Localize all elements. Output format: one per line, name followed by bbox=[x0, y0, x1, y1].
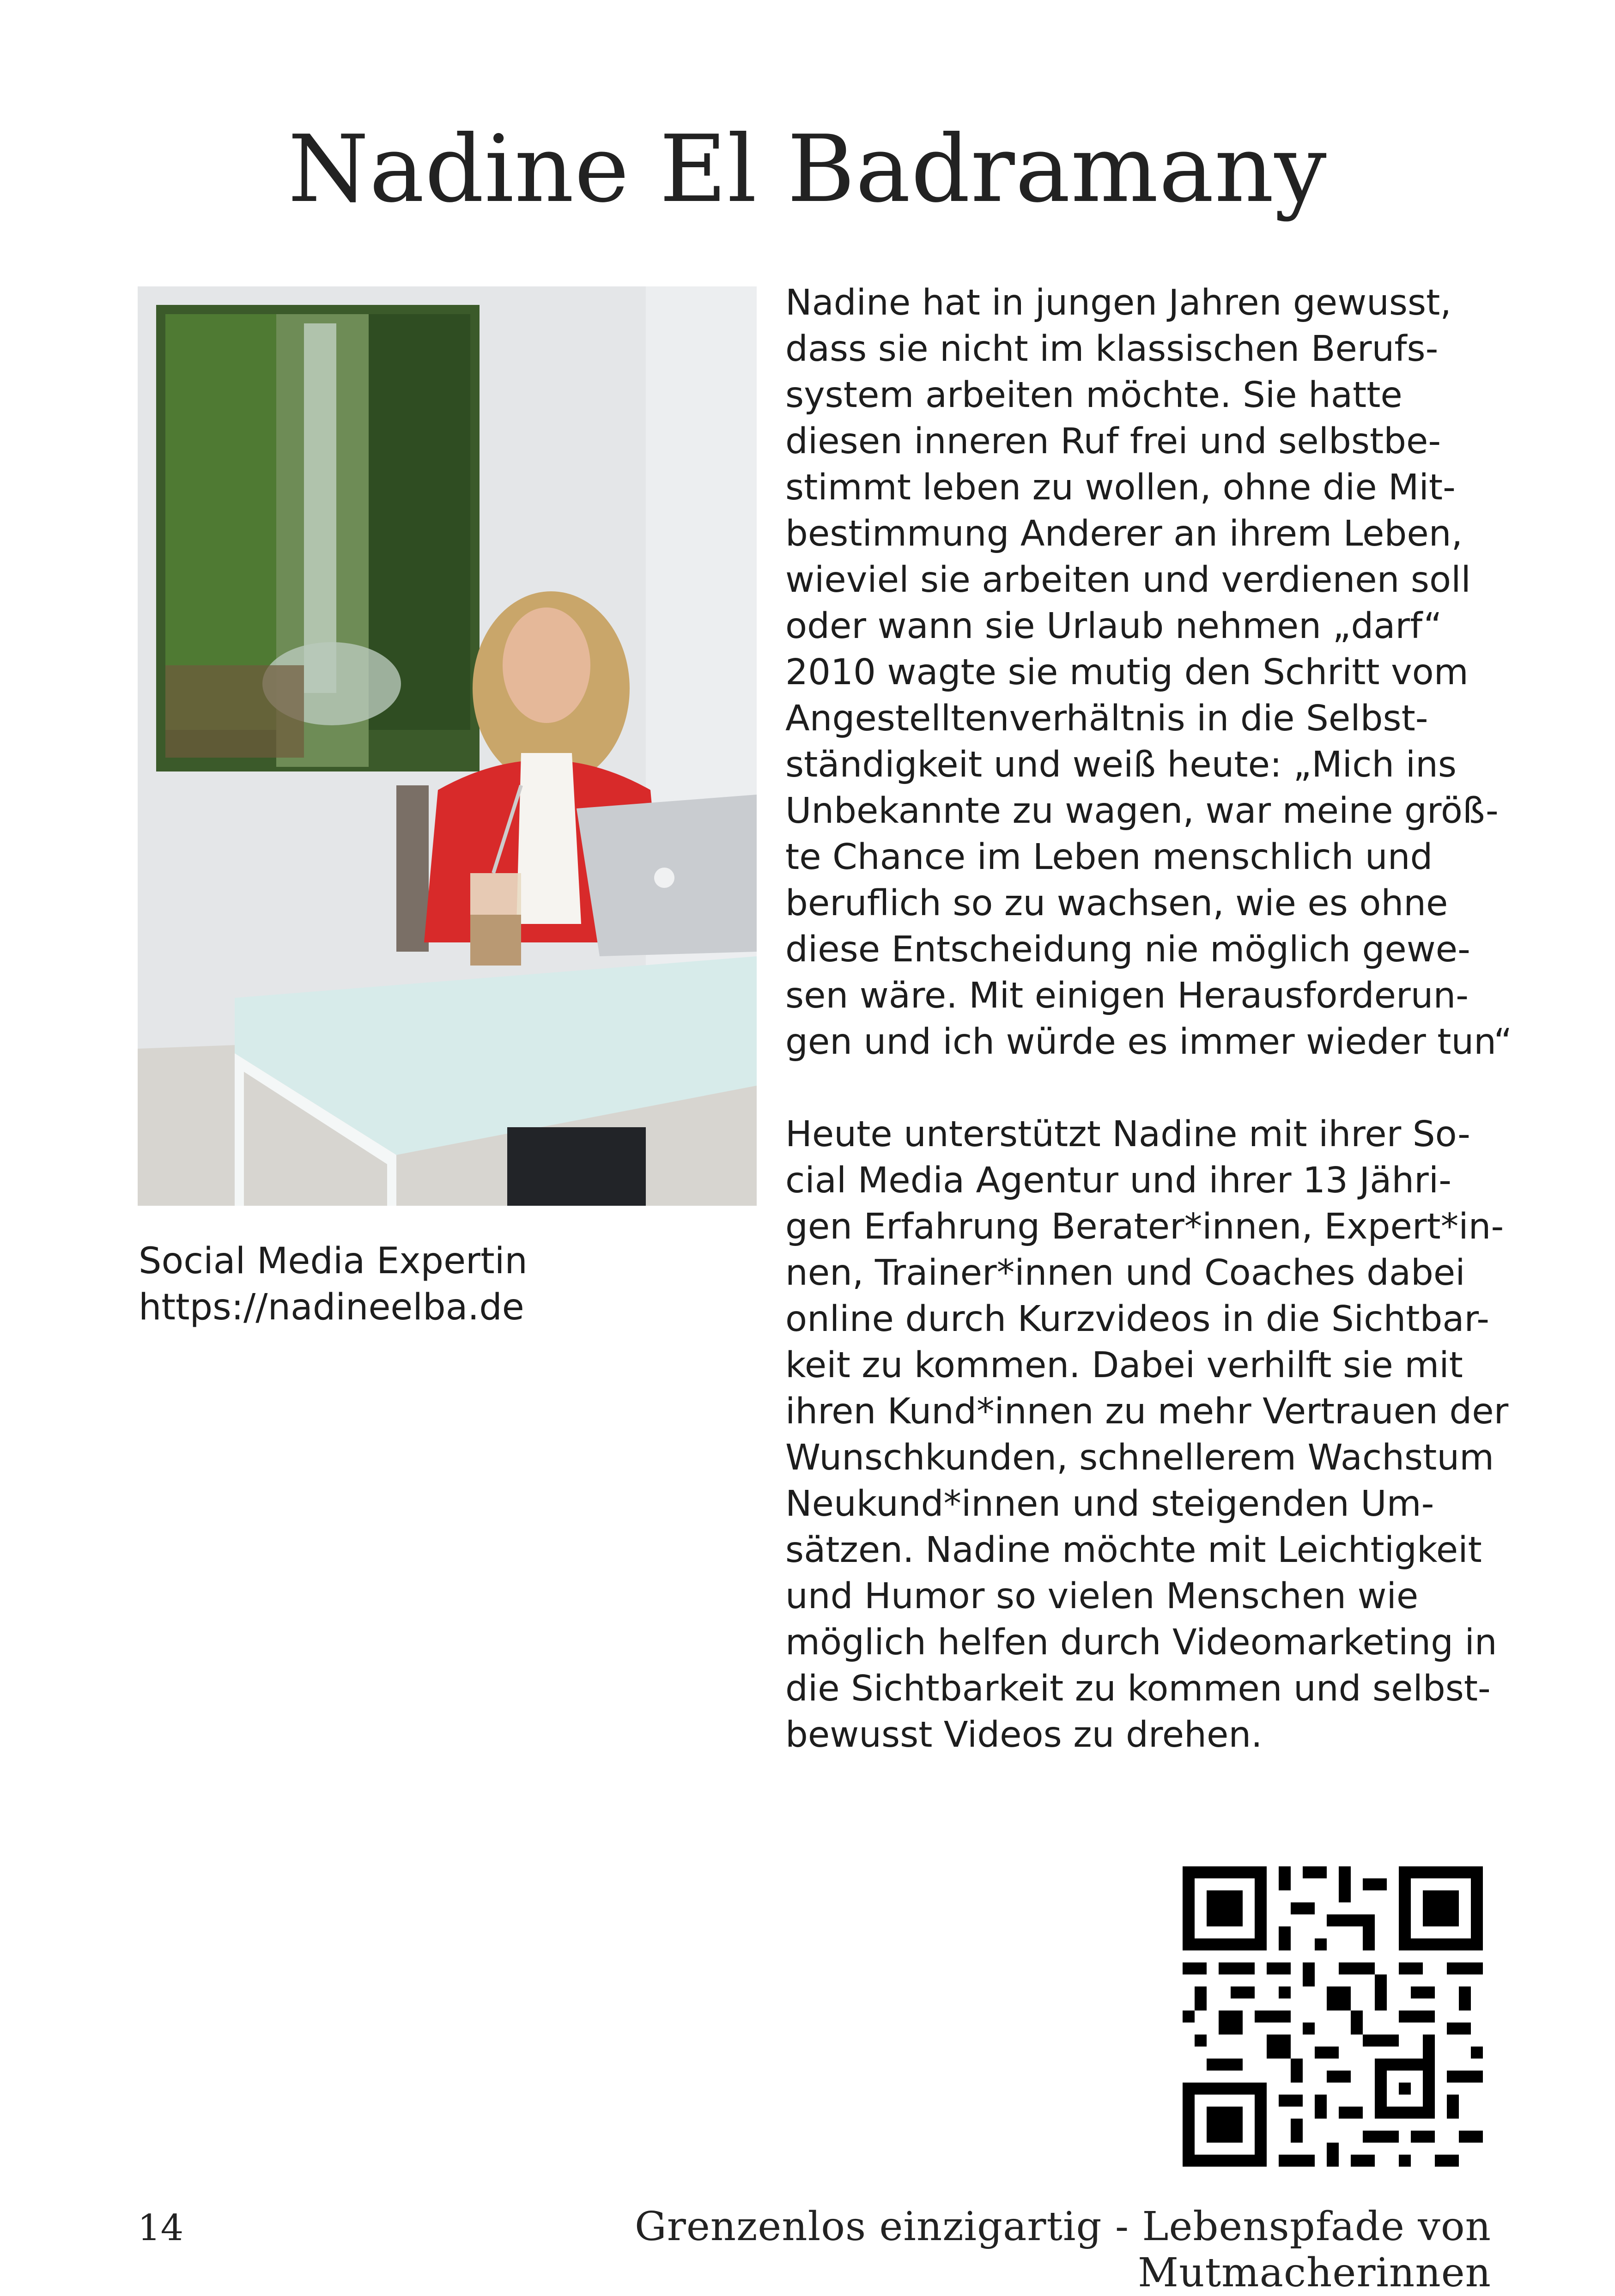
text-line: te Chance im Leben menschlich und bbox=[785, 837, 1433, 878]
text-line: 2010 wagte sie mutig den Schritt vom bbox=[785, 652, 1469, 693]
text-line: die Sichtbarkeit zu kommen und selbst- bbox=[785, 1668, 1491, 1709]
text-line: diese Entscheidung nie möglich gewe- bbox=[785, 929, 1470, 970]
text-line: Angestelltenverhältnis in die Selbst- bbox=[785, 698, 1428, 739]
footer-book-title: Grenzenlos einzigartig - Lebenspfade von Mutmacherinnen bbox=[635, 2204, 1491, 2296]
photo-caption bbox=[139, 1238, 739, 1330]
text-line: dass sie nicht im klassischen Berufs- bbox=[785, 328, 1439, 370]
text-line: gen und ich würde es immer wieder tun“ bbox=[785, 1021, 1512, 1063]
caption-role: Social Media Expertin bbox=[139, 1240, 528, 1282]
text-line: online durch Kurzvideos in die Sichtbar- bbox=[785, 1299, 1490, 1340]
text-line: sätzen. Nadine möchte mit Leichtigkeit bbox=[785, 1530, 1482, 1571]
biography-text bbox=[785, 280, 1512, 1758]
text-line: nen, Trainer*innen und Coaches dabei bbox=[785, 1252, 1465, 1294]
text-line: cial Media Agentur und ihrer 13 Jähri- bbox=[785, 1160, 1451, 1201]
text-line: Heute unterstützt Nadine mit ihrer So- bbox=[785, 1114, 1470, 1155]
text-line: wieviel sie arbeiten und verdienen soll bbox=[785, 559, 1471, 601]
text-line: stimmt leben zu wollen, ohne die Mit- bbox=[785, 467, 1456, 508]
text-line: Wunschkunden, schnellerem Wachstum bbox=[785, 1437, 1494, 1478]
text-line: oder wann sie Urlaub nehmen „darf“ bbox=[785, 606, 1442, 647]
text-line: diesen inneren Ruf frei und selbstbe- bbox=[785, 421, 1441, 462]
text-line: möglich helfen durch Videomarketing in bbox=[785, 1622, 1497, 1663]
text-line: gen Erfahrung Berater*innen, Expert*in- bbox=[785, 1206, 1504, 1247]
paragraph-1 bbox=[785, 280, 1512, 1065]
text-line: keit zu kommen. Dabei verhilft sie mit bbox=[785, 1345, 1463, 1386]
text-line: beruflich so zu wachsen, wie es ohne bbox=[785, 883, 1448, 924]
text-line: Neukund*innen und steigenden Um- bbox=[785, 1483, 1434, 1525]
page-number: 14 bbox=[138, 2207, 184, 2249]
text-line: Unbekannte zu wagen, war meine größ- bbox=[785, 790, 1499, 832]
qr-code[interactable] bbox=[1183, 1866, 1483, 2167]
text-line: system arbeiten möchte. Sie hatte bbox=[785, 375, 1402, 416]
text-line: bestimmung Anderer an ihrem Leben, bbox=[785, 513, 1463, 554]
text-line: Nadine hat in jungen Jahren gewusst, bbox=[785, 282, 1451, 323]
text-line: sen wäre. Mit einigen Herausforderun- bbox=[785, 975, 1469, 1016]
text-line: bewusst Videos zu drehen. bbox=[785, 1714, 1263, 1755]
page-title: Nadine El Badramany bbox=[288, 115, 1327, 223]
portrait-photo bbox=[138, 286, 757, 1206]
caption-website[interactable]: https://nadineelba.de bbox=[139, 1287, 524, 1328]
text-line: ständigkeit und weiß heute: „Mich ins bbox=[785, 744, 1457, 785]
paragraph-2 bbox=[785, 1112, 1509, 1758]
paragraph-gap bbox=[785, 1065, 1506, 1112]
text-line: ihren Kund*innen zu mehr Vertrauen der bbox=[785, 1391, 1509, 1432]
text-line: und Humor so vielen Menschen wie bbox=[785, 1576, 1419, 1617]
